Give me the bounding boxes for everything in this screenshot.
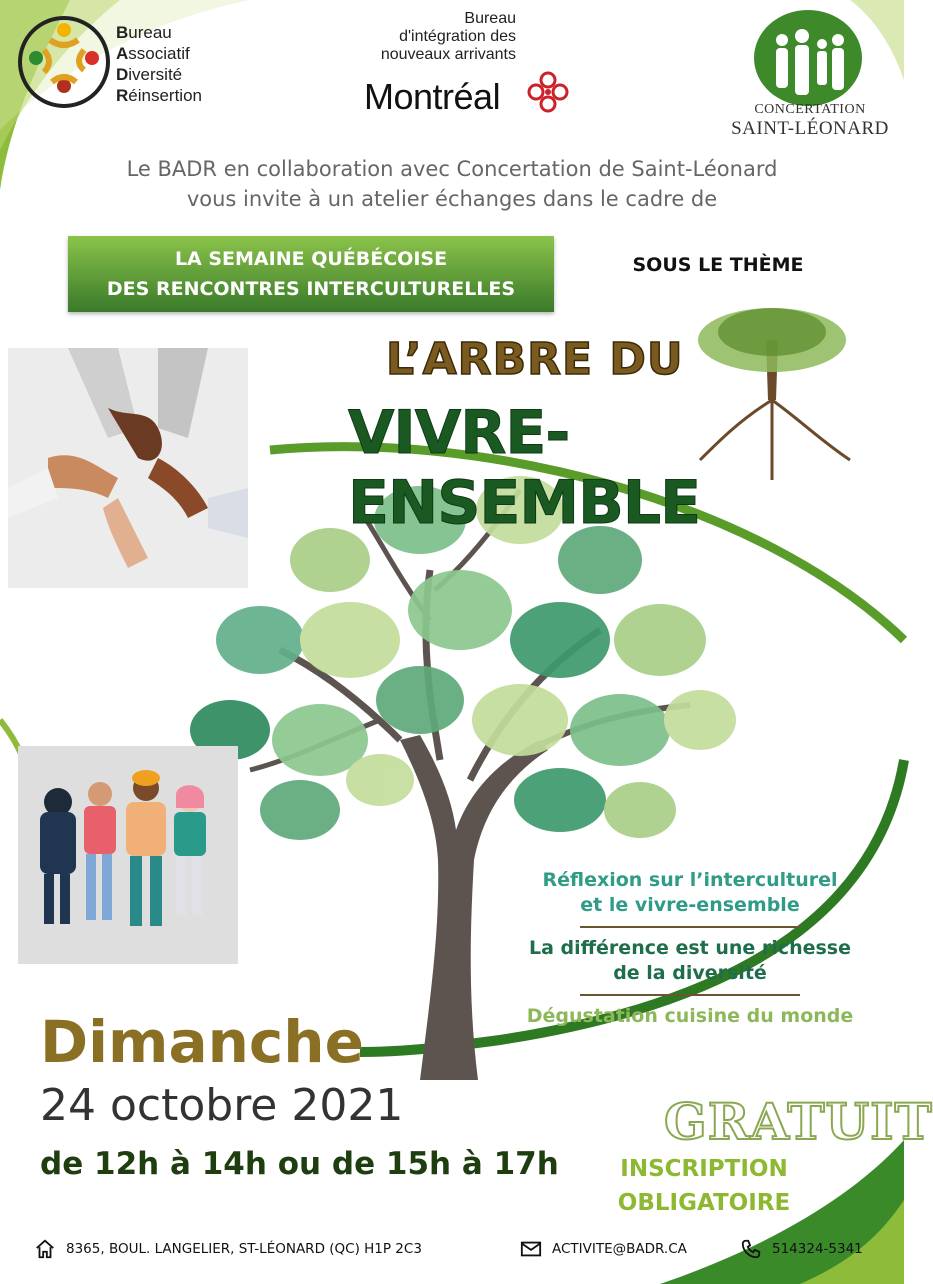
registration-required: INSCRIPTION OBLIGATOIRE — [617, 1156, 791, 1216]
saint-leonard-text: SAINT-LÉONARD — [731, 118, 889, 139]
hands-illustration — [8, 348, 248, 588]
event-hours: de 12h à 14h ou de 15h à 17h — [40, 1146, 559, 1182]
badr-wordmark: Bureau Associatif Diversité Réinsertion — [116, 23, 202, 105]
phone-icon — [740, 1238, 762, 1260]
montreal-wordmark: Montréal — [364, 76, 501, 117]
home-icon — [34, 1238, 56, 1260]
footer-contact — [0, 1234, 904, 1264]
divider — [580, 994, 800, 996]
family-silhouette-icon — [752, 10, 864, 110]
feature-item: La différence est une richesse de la diversité — [529, 937, 851, 984]
badr-logo — [14, 8, 244, 118]
concertation-logo — [726, 10, 894, 140]
montreal-logo — [360, 10, 590, 120]
montreal-bureau-text: Bureau d'intégration des nouveaux arrivants — [380, 10, 516, 63]
features-list — [500, 868, 880, 1029]
joined-hands-photo — [8, 348, 248, 588]
montreal-rosette-icon — [526, 70, 570, 114]
badr-emblem-icon — [14, 10, 114, 110]
feature-item: Réflexion sur l’interculturel et le vivre-ensemble — [542, 869, 838, 916]
footer-email: ACTIVITE@BADR.CA — [520, 1234, 687, 1264]
free-label: GRATUIT — [664, 1092, 933, 1151]
event-date: 24 octobre 2021 — [40, 1080, 404, 1131]
theme-label: SOUS LE THÈME — [632, 254, 804, 276]
diverse-people-illustration — [18, 746, 238, 964]
event-day: Dimanche — [40, 1008, 364, 1076]
mail-icon — [520, 1238, 542, 1260]
title-line2: VIVRE-ENSEMBLE — [348, 398, 701, 538]
event-banner: LA SEMAINE QUÉBÉCOISE DES RENCONTRES INTERCULTURELLES — [68, 236, 554, 312]
intro-text: Le BADR en collaboration avec Concertation de Saint-Léonard vous invite à un atelier échanges dans le cadre de — [126, 157, 778, 211]
footer-address: 8365, BOUL. LANGELIER, ST-LÉONARD (QC) H1P 2C3 — [34, 1234, 422, 1264]
feature-item: Dégustation cuisine du monde — [526, 1005, 854, 1027]
title-line1: L’ARBRE DU — [386, 334, 684, 385]
people-icon — [18, 746, 238, 964]
footer-phone: 514324-5341 — [740, 1234, 863, 1264]
concertation-text: CONCERTATION — [754, 102, 866, 117]
divider — [580, 926, 800, 928]
